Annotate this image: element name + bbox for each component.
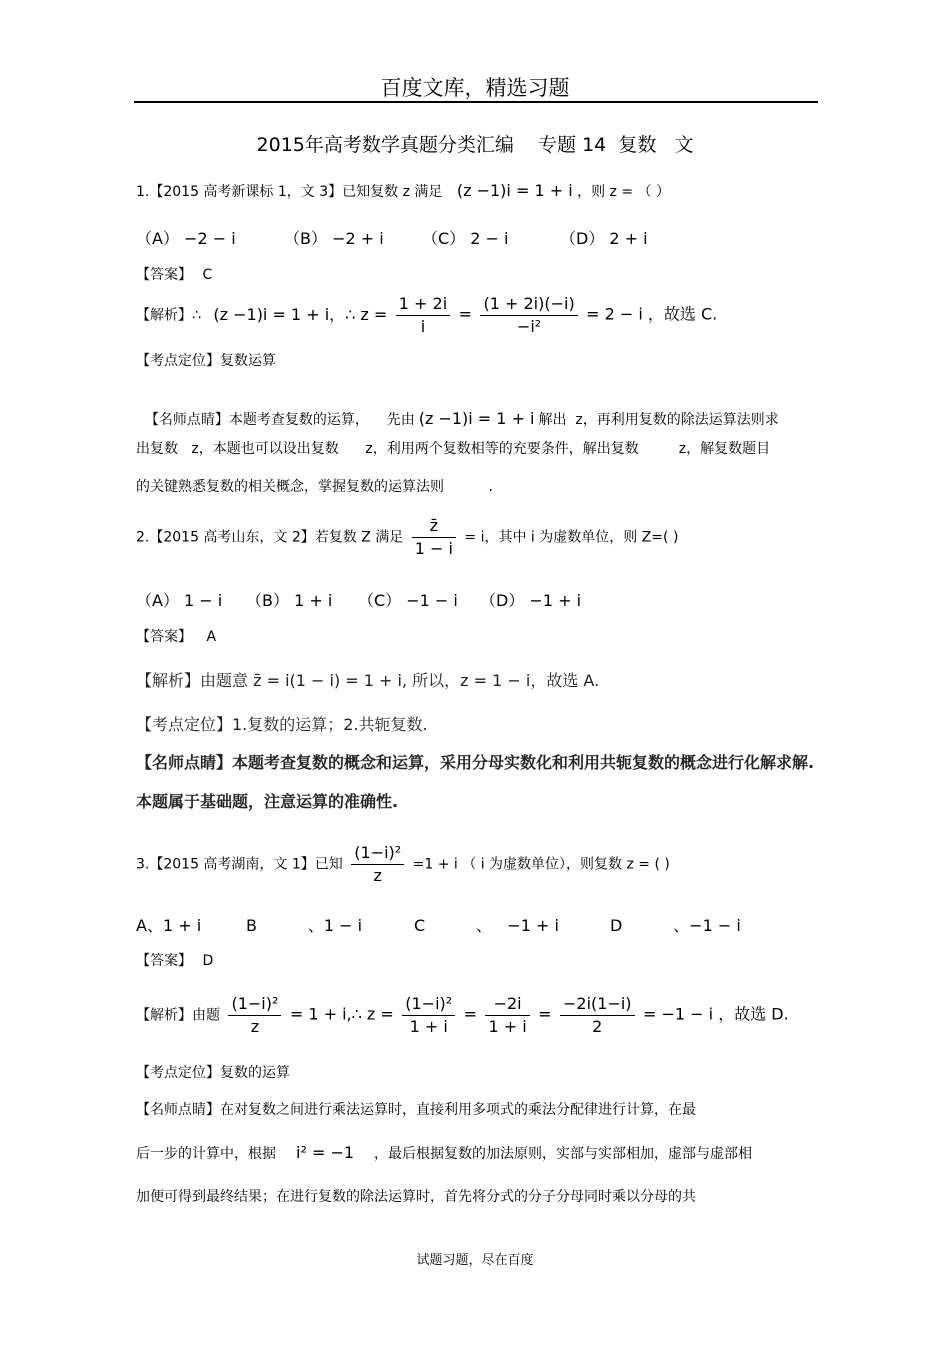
q1-answer-label: 【答案】 [136, 267, 192, 283]
q1-knowledge-point [136, 350, 276, 370]
equals-sign: = [538, 1004, 552, 1024]
q1-option-d: （D） 2 + i [560, 229, 648, 248]
q2-stem-tail: = i，其中 i 为虚数单位，则 Z=( ) [464, 529, 679, 546]
q2-stem-text: 2.【2015 高考山东，文 2】若复数 Z 满足 [136, 529, 404, 546]
header-title: 百度文库，精选习题 [380, 76, 570, 100]
q3-option-b: B 、1 − i [246, 916, 363, 935]
q2-option-c: （C） −1 − i [358, 591, 458, 610]
q3-knowledge-point: 【考点定位】复数的运算 [136, 1065, 290, 1081]
q1-solution-label: 【解析】∴ [136, 307, 201, 324]
q2-solution: 【解析】由题意 z̄ = i(1 − i) = 1 + i, 所以，z = 1 − i，故选 A. [136, 671, 600, 690]
q2-stem [136, 515, 678, 560]
fraction-numerator: 1 + 2i [396, 293, 450, 316]
q3-ms-text-end: ，最后根据复数的加法原则，实部与实部相加，虚部与虚部相 [374, 1146, 753, 1162]
q3-stem [136, 842, 670, 887]
q3-comment-line3: 加便可得到最终结果；在进行复数的除法运算时，首先将分式的分子分母同时乘以分母的共 [136, 1189, 696, 1205]
fraction-denominator: z [373, 866, 382, 885]
q3-solution-label: 【解析】由题 [136, 1007, 220, 1024]
fraction-denominator: 1 + i [488, 1017, 527, 1036]
fraction-numerator: −2i [485, 993, 529, 1016]
q2-answer-label: 【答案】 [136, 629, 192, 645]
fraction-denominator: z [250, 1017, 260, 1036]
q2-answer [136, 626, 216, 646]
q3-option-d: D 、−1 − i [610, 916, 741, 935]
q1-kd-text: 复数运算 [220, 353, 276, 369]
q1-stem-equation: (z −1)i = 1 + i [456, 181, 573, 200]
fraction-denominator: −i² [516, 317, 542, 336]
q2-answer-value: A [206, 629, 217, 645]
q3-solution-fraction-4 [560, 993, 635, 1038]
q1-solution-result: = 2 − i ，故选 C. [586, 304, 718, 324]
q1-solution [136, 293, 717, 338]
q1-comment-line1 [136, 393, 779, 429]
q1-solution-fraction-2 [480, 293, 577, 338]
q1-stem-tail: ，则 z = （ ） [577, 184, 670, 200]
q1-option-b: （B） −2 + i [284, 229, 384, 248]
fraction-numerator: (1−i)² [351, 842, 404, 865]
q3-ms-equation: i² = −1 [296, 1143, 355, 1162]
q2-option-d: （D） −1 + i [480, 591, 582, 610]
q2-option-b: （B） 1 + i [246, 591, 333, 610]
q3-ms-text: 后一步的计算中，根据 [136, 1146, 276, 1162]
fraction-denominator: 1 + i [409, 1017, 448, 1036]
fraction-numerator: −2i(1−i) [560, 993, 635, 1016]
q1-stem [136, 181, 670, 201]
fraction-denominator: 1 − i [414, 539, 453, 558]
q2-comment-line1: 【名师点睛】本题考查复数的概念和运算，采用分母实数化和利用共轭复数的概念进行化解求解. [136, 753, 815, 772]
q3-answer-label: 【答案】 [136, 953, 192, 969]
fraction-numerator: (1−i)² [402, 993, 455, 1016]
q3-solution-mid: = 1 + i,∴ z = [289, 1004, 394, 1024]
footer-text: 试题习题，尽在百度 [416, 1253, 534, 1268]
fraction-numerator: z̄ [412, 515, 456, 538]
q1-option-a: （A） −2 − i [136, 229, 236, 248]
q1-answer-value: C [202, 267, 213, 283]
q2-option-a: （A） 1 − i [136, 591, 223, 610]
q3-stem-fraction [351, 842, 404, 887]
q3-solution-result: = −1 − i ，故选 D. [643, 1004, 789, 1024]
fraction-denominator: i [420, 317, 426, 336]
equals-sign: = [463, 1004, 478, 1024]
q1-option-c: （C） 2 − i [422, 229, 509, 248]
q2-knowledge-point: 【考点定位】1.复数的运算；2.共轭复数. [136, 715, 428, 734]
q1-kd-label: 【考点定位】 [136, 353, 220, 369]
q3-stem-text: 3.【2015 高考湖南，文 1】已知 [136, 856, 343, 873]
q3-solution [136, 993, 789, 1038]
fraction-numerator: (1−i)² [228, 993, 281, 1016]
q3-comment-line1: 【名师点睛】在对复数之间进行乘法运算时，直接利用多项式的乘法分配律进行计算，在最 [136, 1102, 696, 1118]
q3-answer-value: D [202, 953, 214, 969]
q1-stem-text: 1.【2015 高考新课标 1，文 3】已知复数 z 满足 [136, 184, 443, 200]
q1-comment-line3: 的关键熟悉复数的相关概念，掌握复数的运算法则 . [136, 479, 493, 495]
q3-option-a: A、1 + i [136, 916, 202, 935]
header-divider [134, 101, 818, 103]
q2-comment-line2: 本题属于基础题，注意运算的准确性. [136, 792, 399, 811]
q1-ms-label: 【名师点睛】 [144, 412, 229, 428]
fraction-denominator: 2 [592, 1017, 603, 1036]
q1-answer [136, 264, 212, 284]
q1-solution-equals: = [458, 304, 473, 324]
q3-stem-tail: =1 + i （ i 为虚数单位），则复数 z = ( ) [412, 856, 670, 873]
fraction-numerator: (1 + 2i)(−i) [480, 293, 577, 316]
q1-ms-text-end: 解出 z，再利用复数的除法运算法则求 [538, 412, 779, 428]
q3-solution-fraction-1 [228, 993, 281, 1038]
q3-solution-fraction-2 [402, 993, 455, 1038]
q3-answer [136, 950, 213, 970]
q1-solution-eq: (z −1)i = 1 + i，∴ z = [213, 304, 388, 324]
q1-solution-fraction-1 [396, 293, 450, 338]
q1-comment-line2: 出复数 z，本题也可以设出复数 z，利用两个复数相等的充要条件，解出复数 z，解复数题目 [136, 441, 771, 457]
q3-option-c: C 、 −1 + i [414, 916, 559, 935]
q1-ms-text: 本题考查复数的运算， 先由 [228, 412, 415, 428]
q1-ms-equation: (z −1)i = 1 + i [418, 409, 535, 428]
q3-comment-line2 [136, 1143, 752, 1163]
q2-stem-fraction [412, 515, 456, 560]
q3-solution-fraction-3 [485, 993, 529, 1038]
doc-title: 2015年高考数学真题分类汇编 专题 14 复数 文 [256, 134, 694, 156]
